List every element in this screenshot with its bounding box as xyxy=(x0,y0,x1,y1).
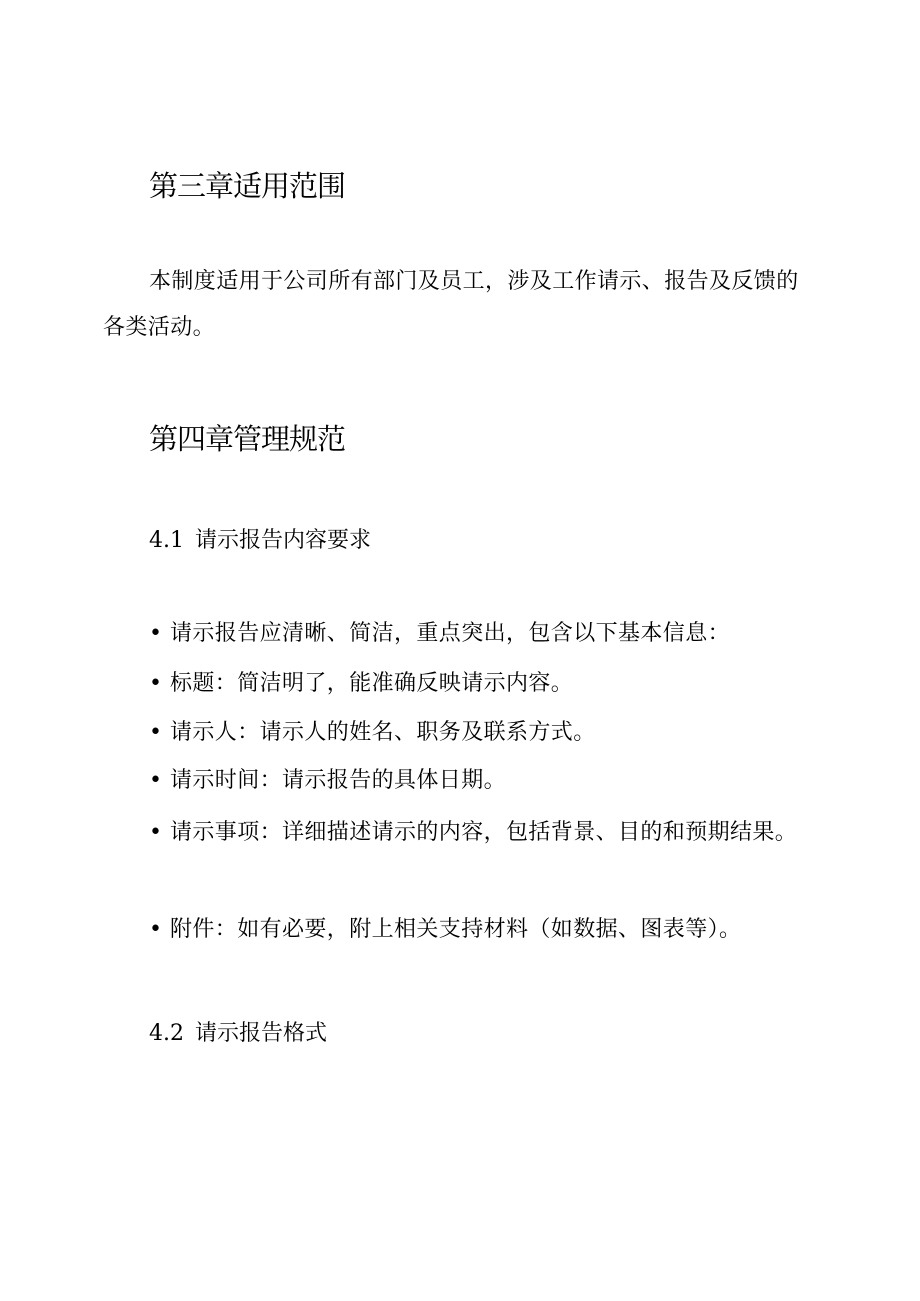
bullet-dot: • xyxy=(149,621,163,646)
bullet-item xyxy=(103,810,803,856)
bullet-text: 请示时间：请示报告的具体日期。 xyxy=(170,768,507,793)
section-4-2-heading xyxy=(149,1019,327,1049)
bullet-dot: • xyxy=(149,768,163,793)
section-4-1-heading xyxy=(149,526,371,556)
bullet-item xyxy=(103,710,803,756)
bullet-text: 请示报告应清晰、简洁，重点突出，包含以下基本信息： xyxy=(170,621,731,646)
bullet-dot: • xyxy=(149,671,163,696)
section-number: 4.2 xyxy=(149,1021,184,1046)
section-title: 请示报告内容要求 xyxy=(195,528,372,553)
bullet-text: 请示人：请示人的姓名、职务及联系方式。 xyxy=(170,720,596,745)
bullet-text: 附件：如有必要，附上相关支持材料（如数据、图表等）。 xyxy=(170,917,742,942)
section-title: 请示报告格式 xyxy=(195,1021,328,1046)
bullet-dot: • xyxy=(149,720,163,745)
chapter-4-heading: 第四章管理规范 xyxy=(149,422,346,456)
bullet-dot: • xyxy=(149,917,163,942)
bullet-item xyxy=(103,907,803,953)
bullet-text: 请示事项：详细描述请示的内容，包括背景、目的和预期结果。 xyxy=(170,820,798,845)
bullet-dot: • xyxy=(149,820,163,845)
bullet-item xyxy=(103,758,803,804)
chapter-3-paragraph: 本制度适用于公司所有部门及员工，涉及工作请示、报告及反馈的各类活动。 xyxy=(103,269,799,340)
bullet-item xyxy=(103,611,803,657)
bullet-text: 标题：简洁明了，能准确反映请示内容。 xyxy=(170,671,574,696)
bullet-item xyxy=(103,661,803,707)
section-number: 4.1 xyxy=(149,528,184,553)
chapter-3-heading: 第三章适用范围 xyxy=(149,169,346,203)
